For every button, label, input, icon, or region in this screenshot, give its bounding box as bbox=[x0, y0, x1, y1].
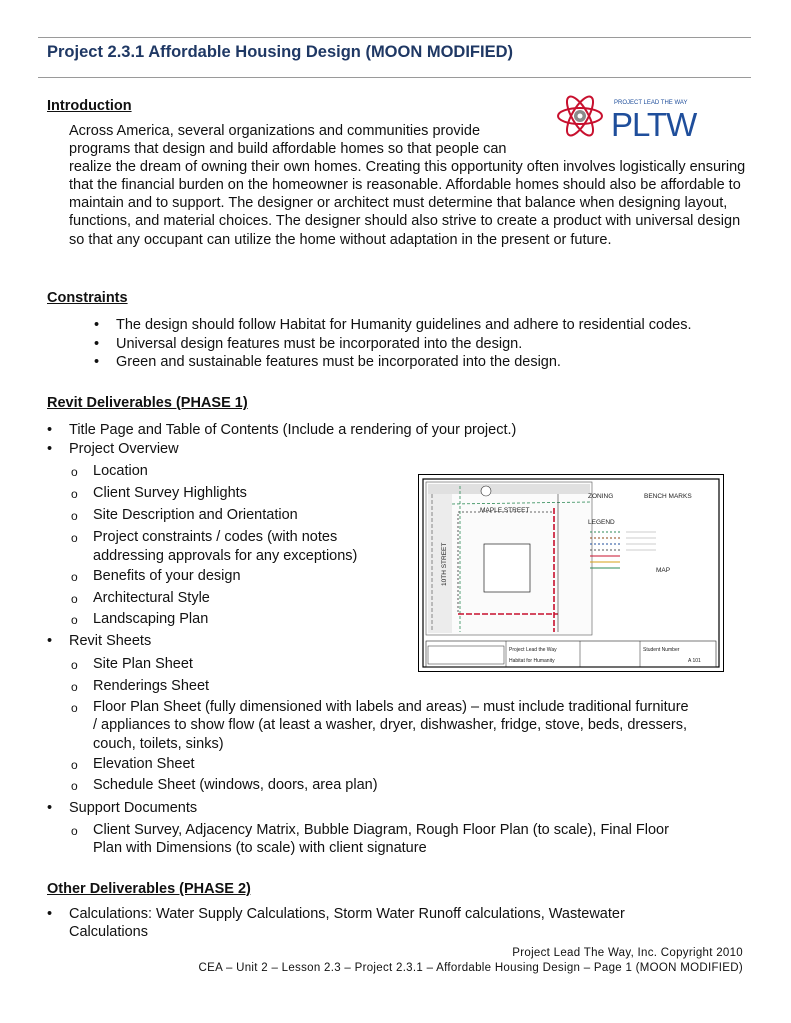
list-item: o Project constraints / codes (with notes addressing approvals for any exceptions) bbox=[71, 529, 358, 564]
list-item: • Project Overview bbox=[47, 440, 179, 457]
list-item: o Benefits of your design bbox=[71, 567, 241, 584]
map-label: MAP bbox=[656, 567, 671, 574]
support-bullet bbox=[47, 799, 198, 818]
street-label-top: MAPLE STREET bbox=[480, 507, 530, 514]
list-item: • Calculations: Water Supply Calculations, Storm Water Runoff calculations, Wastewater Calculations bbox=[47, 906, 625, 941]
list-item: o Site Description and Orientation bbox=[71, 506, 298, 523]
list-item: o Location bbox=[71, 463, 148, 479]
list-item: • Revit Sheets bbox=[47, 633, 152, 649]
sheets-list bbox=[71, 654, 689, 797]
sheet-number: A 101 bbox=[688, 658, 701, 664]
list-item: • Title Page and Table of Contents (Include a rendering of your project.) bbox=[47, 422, 517, 438]
revit-top-list bbox=[47, 421, 517, 458]
page-title: Project 2.3.1 Affordable Housing Design (MOON MODIFIED) bbox=[47, 43, 514, 61]
legend-label: LEGEND bbox=[588, 519, 615, 526]
introduction-heading: Introduction bbox=[47, 98, 132, 114]
logo-tagline: PROJECT LEAD THE WAY bbox=[614, 100, 688, 106]
list-item: • The design should follow Habitat for Humanity guidelines and adhere to residential codes. bbox=[94, 317, 692, 333]
list-item: o Landscaping Plan bbox=[71, 611, 209, 628]
list-item: • Universal design features must be incorporated into the design. bbox=[94, 335, 523, 352]
introduction-body: Across America, several organizations and communities provide programs that design and build affordable homes so that people can realize the dream of owning their own homes. Creating this opportunity often involves logistically ensuring that the financial burden on the homeowner is reasonable. Affordable homes should also be affordable to maintain and to support. The designer or architect must determine that balance when designing layout, functions, and material choices. The designer should also strive to create a product with universal design so that any occupant can utilize the home without adaptation in the present or future. bbox=[69, 123, 746, 248]
titleblock-org: Project Lead the Way bbox=[509, 647, 557, 653]
other-heading: Other Deliverables (PHASE 2) bbox=[47, 881, 251, 897]
constraints-list bbox=[94, 316, 692, 372]
list-item: o Architectural Style bbox=[71, 589, 210, 606]
support-list bbox=[71, 821, 669, 857]
logo-wordmark: PLTW bbox=[611, 106, 697, 142]
title-rule bbox=[38, 77, 751, 78]
overview-list bbox=[71, 461, 358, 631]
top-rule bbox=[38, 37, 751, 38]
list-item: o Schedule Sheet (windows, doors, area plan) bbox=[71, 777, 378, 794]
bench-marks-label: BENCH MARKS bbox=[644, 493, 692, 500]
footer-course-line: CEA – Unit 2 – Lesson 2.3 – Project 2.3.1 – Affordable Housing Design – Page 1 (MOON MODIFIED) bbox=[198, 962, 743, 974]
titleblock-student: Student Number bbox=[643, 647, 680, 653]
titleblock-client: Habitat for Humanity bbox=[509, 658, 555, 664]
list-item: o Floor Plan Sheet (fully dimensioned with labels and areas) – must include traditional furniture / appliances to show flow (at least a washer, dryer, dishwasher, fridge, stove, beds, dressers, couch, toilets, sinks) bbox=[71, 699, 689, 752]
constraints-heading: Constraints bbox=[47, 290, 128, 306]
list-item: o Client Survey Highlights bbox=[71, 484, 247, 501]
list-item: o Renderings Sheet bbox=[71, 677, 210, 694]
list-item: • Green and sustainable features must be incorporated into the design. bbox=[94, 354, 561, 371]
list-item: o Client Survey, Adjacency Matrix, Bubble Diagram, Rough Floor Plan (to scale), Final Floor Plan with Dimensions (to scale) with client signature bbox=[71, 822, 669, 857]
list-item: o Elevation Sheet bbox=[71, 755, 195, 772]
street-label-side: 10TH STREET bbox=[441, 542, 448, 586]
other-list bbox=[47, 905, 625, 941]
footer-copyright: Project Lead The Way, Inc. Copyright 2010 bbox=[512, 947, 743, 959]
site-plan-drawing bbox=[418, 474, 724, 672]
revit-heading: Revit Deliverables (PHASE 1) bbox=[47, 395, 248, 411]
list-item: • Support Documents bbox=[47, 800, 198, 816]
revit-sheets-bullet bbox=[47, 632, 152, 651]
zoning-label: ZONING bbox=[588, 493, 614, 500]
list-item: o Site Plan Sheet bbox=[71, 656, 193, 672]
